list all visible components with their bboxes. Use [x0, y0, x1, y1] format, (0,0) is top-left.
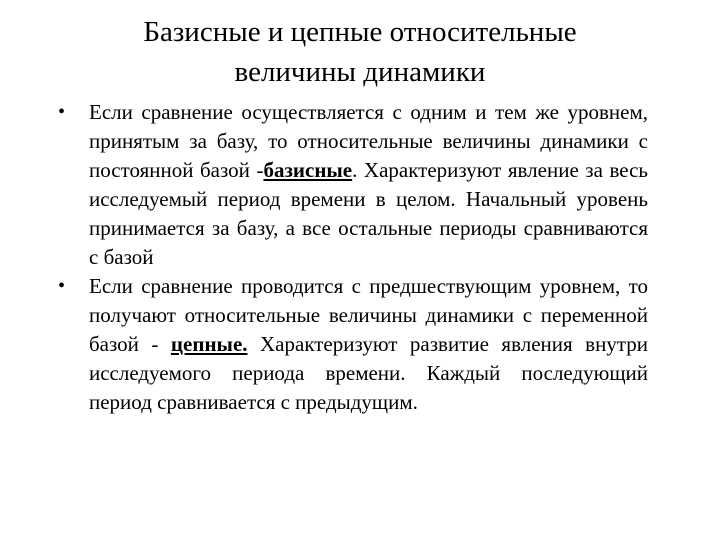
bullet-marker: • — [58, 275, 66, 297]
term-chain: цепные. — [170, 332, 248, 356]
slide-title-line-2: величины динамики — [234, 56, 486, 88]
bullet-text-before: Если сравнение осуществляется с одним и тем же уровнем, принятым за базу, то относительные величины динамики с постоянной базой - — [89, 100, 648, 182]
bullet-item-chain — [58, 272, 648, 417]
bullet-text-after: . Характеризуют явление за весь исследуемый период времени в целом. Начальный уровень принимается за базу, а все остальные периоды сравниваются с базой — [89, 158, 648, 269]
bullet-text-after: Характеризуют развитие явления внутри исследуемого периода времени. Каждый последующий период сравнивается с предыдущим. — [89, 332, 648, 414]
bullet-item-basic — [58, 98, 648, 272]
bullet-list — [58, 98, 648, 417]
slide-title-line-1: Базисные и цепные относительные — [143, 16, 577, 48]
bullet-text-before: Если сравнение проводится с предшествующим уровнем, то получают относительные величины динамики с переменной базой - — [89, 274, 648, 356]
slide-title — [60, 12, 660, 92]
term-basic: базисные — [263, 158, 353, 182]
bullet-marker: • — [58, 101, 66, 123]
